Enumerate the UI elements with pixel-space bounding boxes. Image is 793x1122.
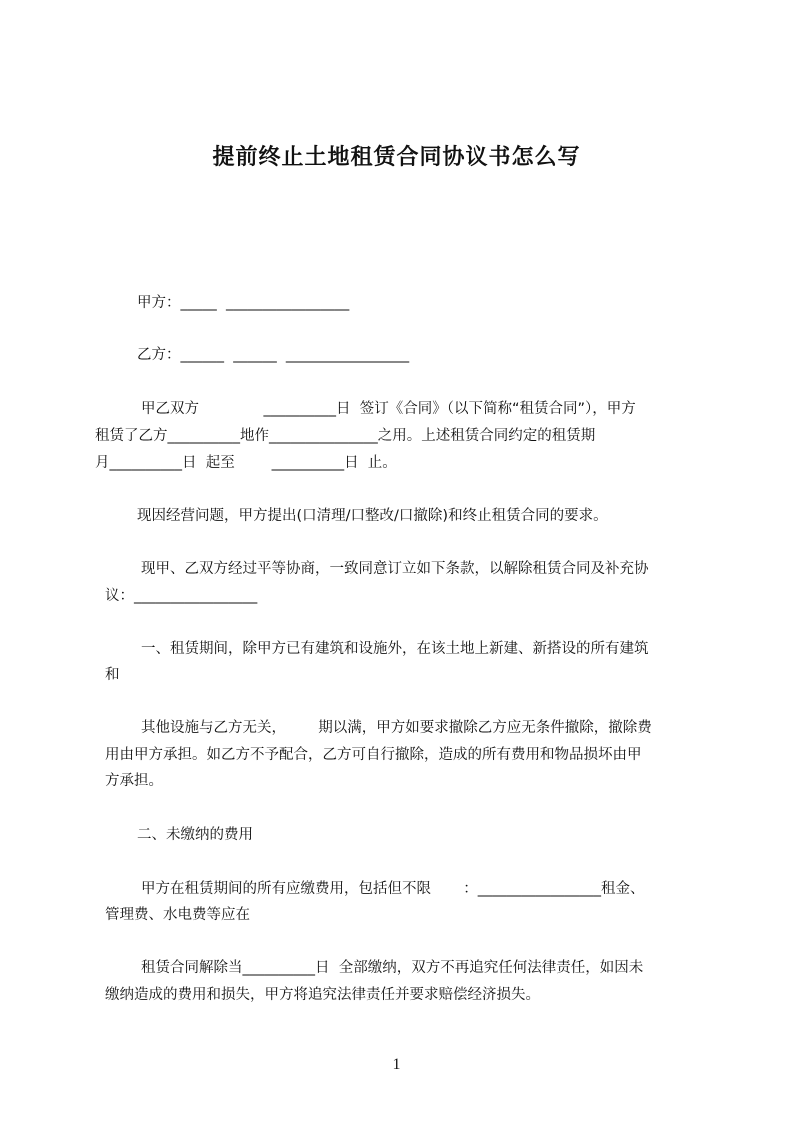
party-b-line: 乙方：______ ______ _________________: [137, 347, 410, 363]
clause-1-line: 其他设施与乙方无关， 期以满，甲方如要求撤除乙方应无条件撤除，撤除费: [141, 720, 652, 736]
clause-1-line: 和: [105, 667, 120, 683]
clause-2-heading: 二、未缴纳的费用: [137, 827, 253, 843]
paragraph-line: 月__________日 起至 __________日 止。: [95, 455, 397, 471]
clause-2-line: 缴纳造成的费用和损失，甲方将追究法律责任并要求赔偿经济损失。: [105, 987, 540, 1003]
clause-1-line: 用由甲方承担。如乙方不予配合，乙方可自行撤除，造成的所有费用和物品损坏由甲: [105, 747, 642, 763]
clause-2-line: 租赁合同解除当__________日 全部缴纳，双方不再追究任何法律责任，如因未: [141, 960, 644, 976]
clause-1-line: 方承担。: [105, 773, 163, 789]
paragraph-line: 租赁了乙方__________地作_______________之用。上述租赁合同约定的租赁期: [95, 428, 596, 444]
document-title: 提前终止土地租赁合同协议书怎么写: [212, 145, 581, 170]
party-a-line: 甲方：_____ _________________: [137, 295, 350, 311]
paragraph-line: 现因经营问题，甲方提出(口清理/口整改/口撤除)和终止租赁合同的要求。: [137, 508, 608, 524]
paragraph-line: 议：_________________: [105, 588, 258, 604]
clause-2-line: 管理费、水电费等应在: [105, 907, 250, 923]
paragraph-line: 现甲、乙双方经过平等协商，一致同意订立如下条款，以解除租赁合同及补充协: [141, 561, 649, 577]
clause-2-line: 甲方在租赁期间的所有应缴费用，包括但不限 ：_________________租金、: [141, 881, 645, 897]
paragraph-line: 甲乙双方 __________日 签订《合同》（以下简称“租赁合同”），甲方: [141, 401, 636, 417]
page-number: 1: [392, 1056, 401, 1073]
clause-1-line: 一、租赁期间，除甲方已有建筑和设施外，在该土地上新建、新搭设的所有建筑: [141, 641, 649, 657]
